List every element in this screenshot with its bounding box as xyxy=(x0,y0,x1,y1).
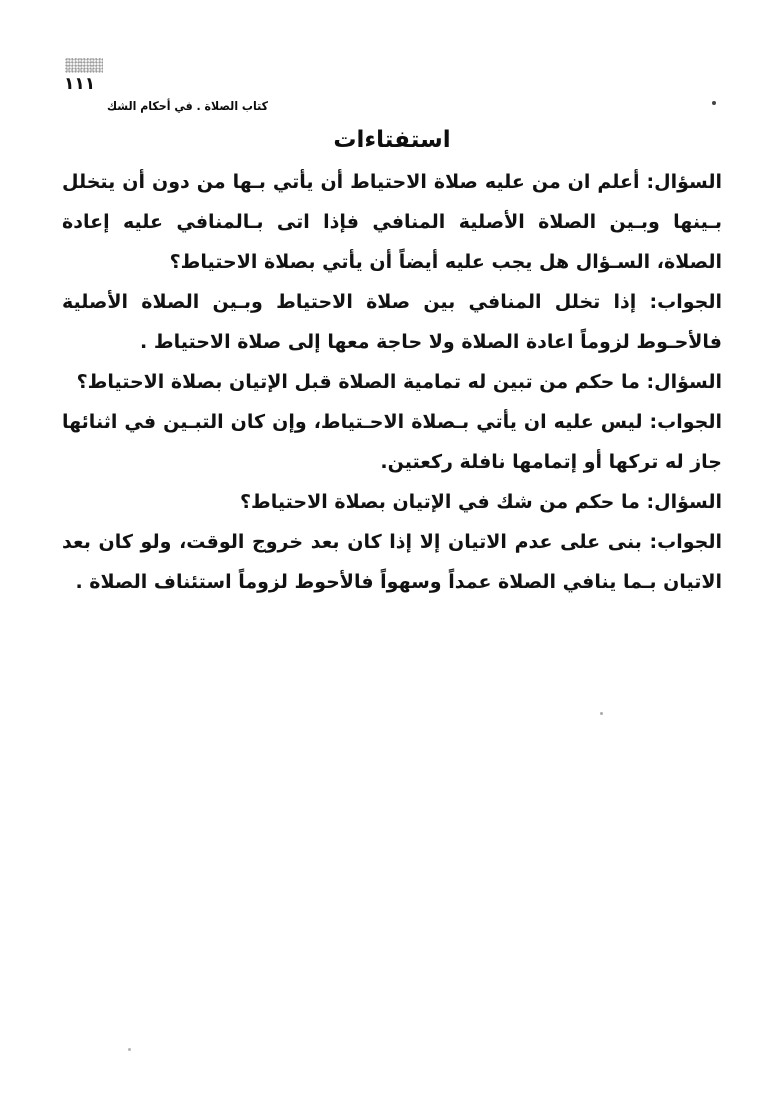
scan-speck xyxy=(712,101,716,105)
qa-question-1: السؤال: أعلم ان من عليه صلاة الاحتياط أن يأتي بـها من دون أن يتخلل بـينها وبـين الصلاة الأصلية المنافي فإذا اتى بـالمنافي عليه إعادة الصلاة، السـؤال هل يجب عليه أيضاً أن يأتي بصلاة الاحتياط؟ xyxy=(62,171,722,273)
page-number: ١١١ xyxy=(64,74,96,94)
body-text xyxy=(62,162,722,602)
qa-answer-1: الجواب: إذا تخلل المنافي بين صلاة الاحتياط وبـين الصلاة الأصلية فالأحـوط لزوماً اعادة الصلاة ولا حاجة معها إلى صلاة الاحتياط . xyxy=(62,291,722,353)
section-title: استفتاءات xyxy=(333,127,451,153)
scan-speck xyxy=(600,712,603,715)
qa-question-3: السؤال: ما حكم من شك في الإتيان بصلاة الاحتياط؟ xyxy=(239,491,722,513)
qa-answer-2: الجواب: ليس عليه ان يأتي بـصلاة الاحـتياط، وإن كان التبـين في اثنائها جاز له تركها أو إتمامها نافلة ركعتين. xyxy=(62,411,722,473)
ink-smudge-ornament xyxy=(65,58,103,73)
running-header: كتاب الصلاة . في أحكام الشك xyxy=(107,99,268,114)
scan-speck xyxy=(128,1048,131,1051)
qa-answer-3: الجواب: بنى على عدم الاتيان إلا إذا كان بعد خروج الوقت، ولو كان بعد الاتيان بـما ينافي الصلاة عمداً وسهواً فالأحوط لزوماً استئناف الصلاة . xyxy=(62,531,722,593)
page-corner-header xyxy=(48,58,268,112)
qa-question-2: السؤال: ما حكم من تبين له تمامية الصلاة قبل الإتيان بصلاة الاحتياط؟ xyxy=(76,371,722,393)
